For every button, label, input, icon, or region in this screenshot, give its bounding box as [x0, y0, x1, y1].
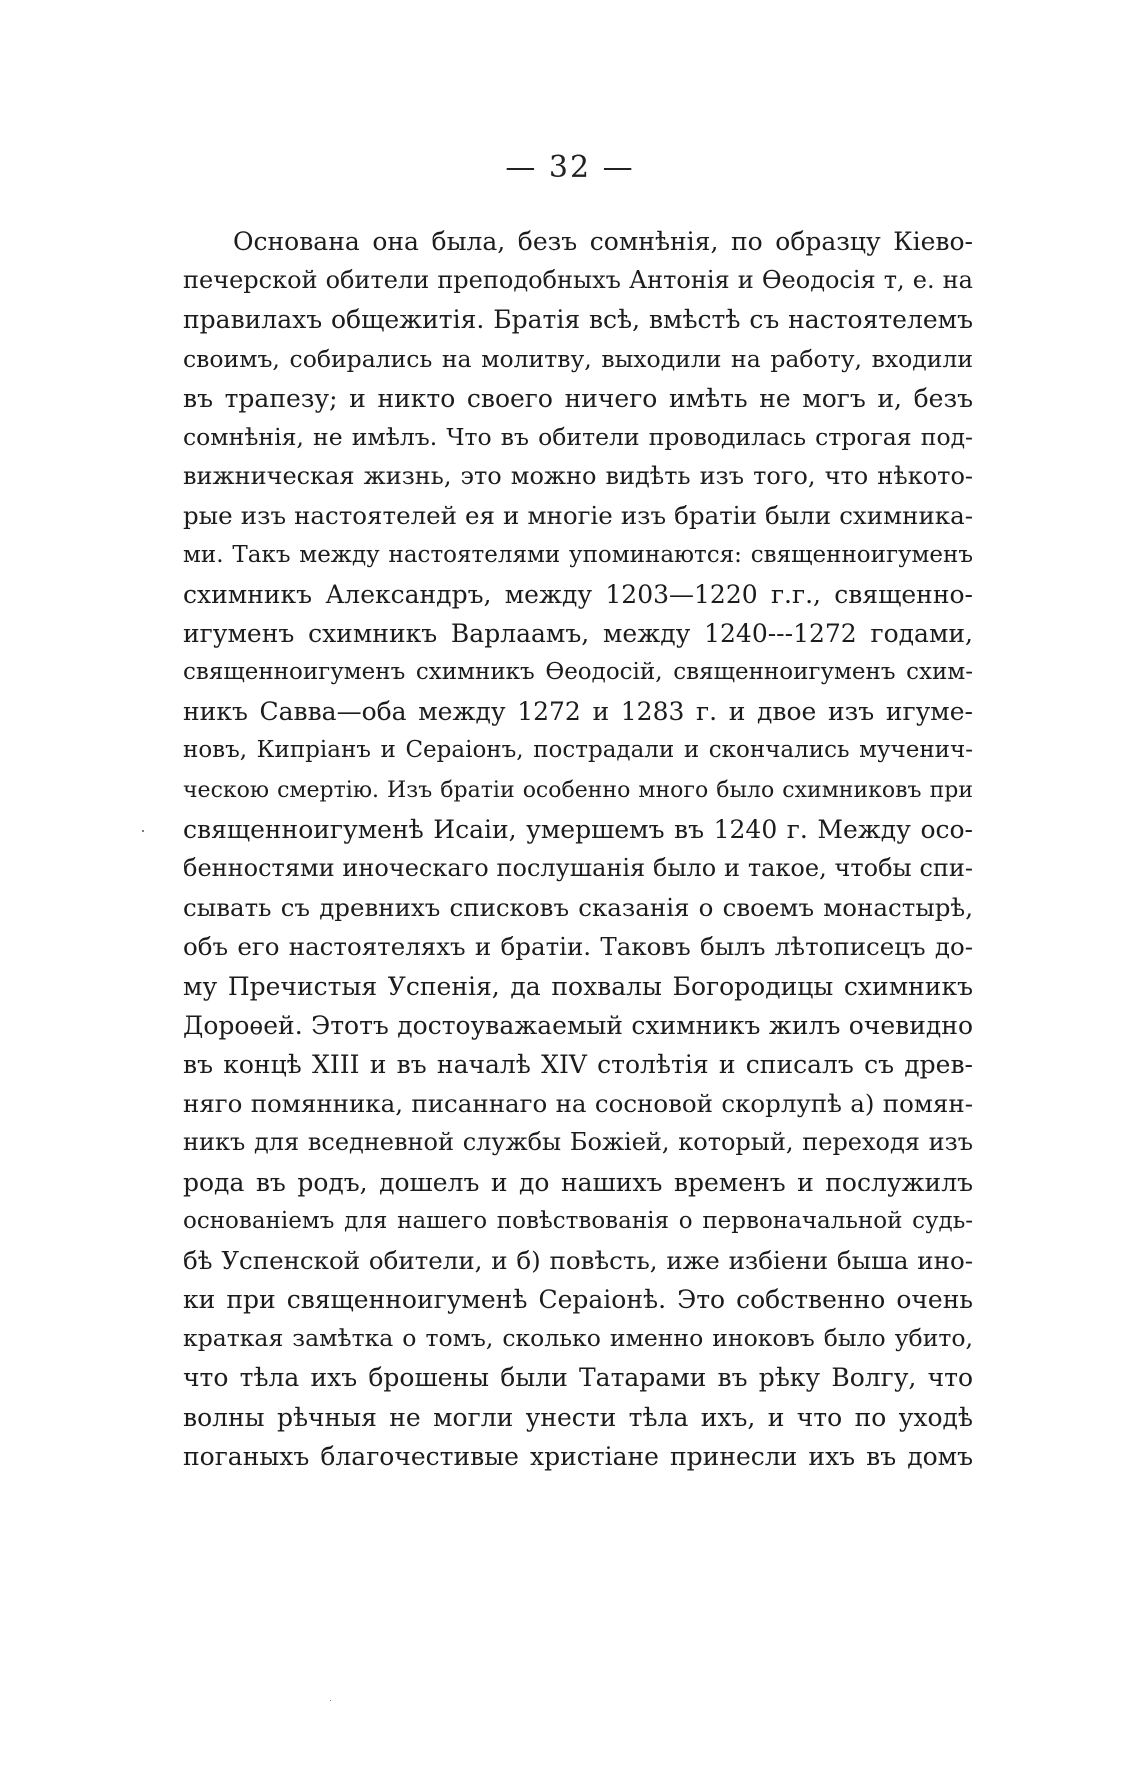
text-line: что тѣла ихъ брошены были Татарами въ рѣку Волгу, что [183, 1363, 973, 1393]
text-line: няго помянника, писаннаго на сосновой скорлупѣ а) помян- [183, 1089, 973, 1119]
text-line: схимникъ Александръ, между 1203—1220 г.г., священно- [183, 579, 973, 609]
text-line: рые изъ настоятелей ея и многіе изъ братіи были схимника- [183, 501, 973, 531]
text-line: печерской обители преподобныхъ Антонія и Ѳеодосія т, е. на [183, 266, 973, 295]
text-line: никъ Савва—оба между 1272 и 1283 г. и двое изъ игуме- [183, 697, 973, 727]
text-line: сомнѣнія, не имѣлъ. Что въ обители проводилась строгая под- [183, 422, 973, 451]
text-line: ческою смертію. Изъ братіи особенно много было схимниковъ при [183, 777, 973, 803]
text-line: вижническая жизнь, это можно видѣть изъ того, что нѣкото- [183, 462, 973, 491]
text-line: никъ для вседневной службы Божіей, который, переходя изъ [183, 1128, 973, 1157]
text-line: Дороѳей. Этотъ достоуважаемый схимникъ жилъ очевидно [183, 1010, 973, 1040]
page-number: — 32 — [505, 150, 635, 185]
text-line: бенностями иноческаго послушанія было и такое, чтобы спи- [183, 854, 973, 882]
text-line: правилахъ общежитія. Братія всѣ, вмѣстѣ съ настоятелемъ [183, 305, 973, 335]
body-text [183, 222, 973, 1476]
print-speck [142, 830, 144, 832]
text-line: рода въ родъ, дошелъ и до нашихъ временъ и послужилъ [183, 1167, 973, 1197]
text-line: новъ, Кипріанъ и Сераіонъ, пострадали и скончались мученич- [183, 737, 973, 764]
text-line: ки при священноигуменѣ Сераіонѣ. Это собственно очень [183, 1285, 973, 1315]
text-line: ми. Такъ между настоятелями упоминаются: священноигуменъ [183, 541, 973, 568]
text-line: священноигуменѣ Исаіи, умершемъ въ 1240 г. Между осо- [183, 814, 973, 844]
text-line: Основана она была, безъ сомнѣнія, по образцу Кіево- [233, 227, 973, 256]
text-line: въ концѣ XIII и въ началѣ XIV столѣтія и списалъ съ древ- [183, 1049, 973, 1079]
text-line: бѣ Успенской обители, и б) повѣсть, иже избіени быша ино- [183, 1245, 973, 1275]
print-speck [330, 1700, 331, 1701]
text-line: сывать съ древнихъ списковъ сказанія о своемъ монастырѣ, [183, 893, 973, 923]
text-line: основаніемъ для нашего повѣствованія о первоначальной судь- [183, 1207, 973, 1234]
text-line: краткая замѣтка о томъ, сколько именно иноковъ было убито, [183, 1324, 973, 1353]
text-line: въ трапезу; и никто своего ничего имѣть не могъ и, безъ [183, 383, 973, 413]
text-line: волны рѣчныя не могли унести тѣла ихъ, и что по уходѣ [183, 1402, 973, 1432]
text-line: священноигуменъ схимникъ Ѳеодосій, священноигуменъ схим- [183, 659, 973, 686]
text-line: поганыхъ благочестивые христіане принесли ихъ въ домъ [183, 1441, 973, 1471]
text-line: игуменъ схимникъ Варлаамъ, между 1240---1272 годами, [183, 618, 973, 648]
text-line: своимъ, собирались на молитву, выходили на работу, входили [183, 344, 973, 373]
text-line: му Пречистыя Успенія, да похвалы Богородицы схимникъ [183, 971, 973, 1001]
text-line: объ его настоятеляхъ и братіи. Таковъ былъ лѣтописецъ до- [183, 932, 973, 962]
